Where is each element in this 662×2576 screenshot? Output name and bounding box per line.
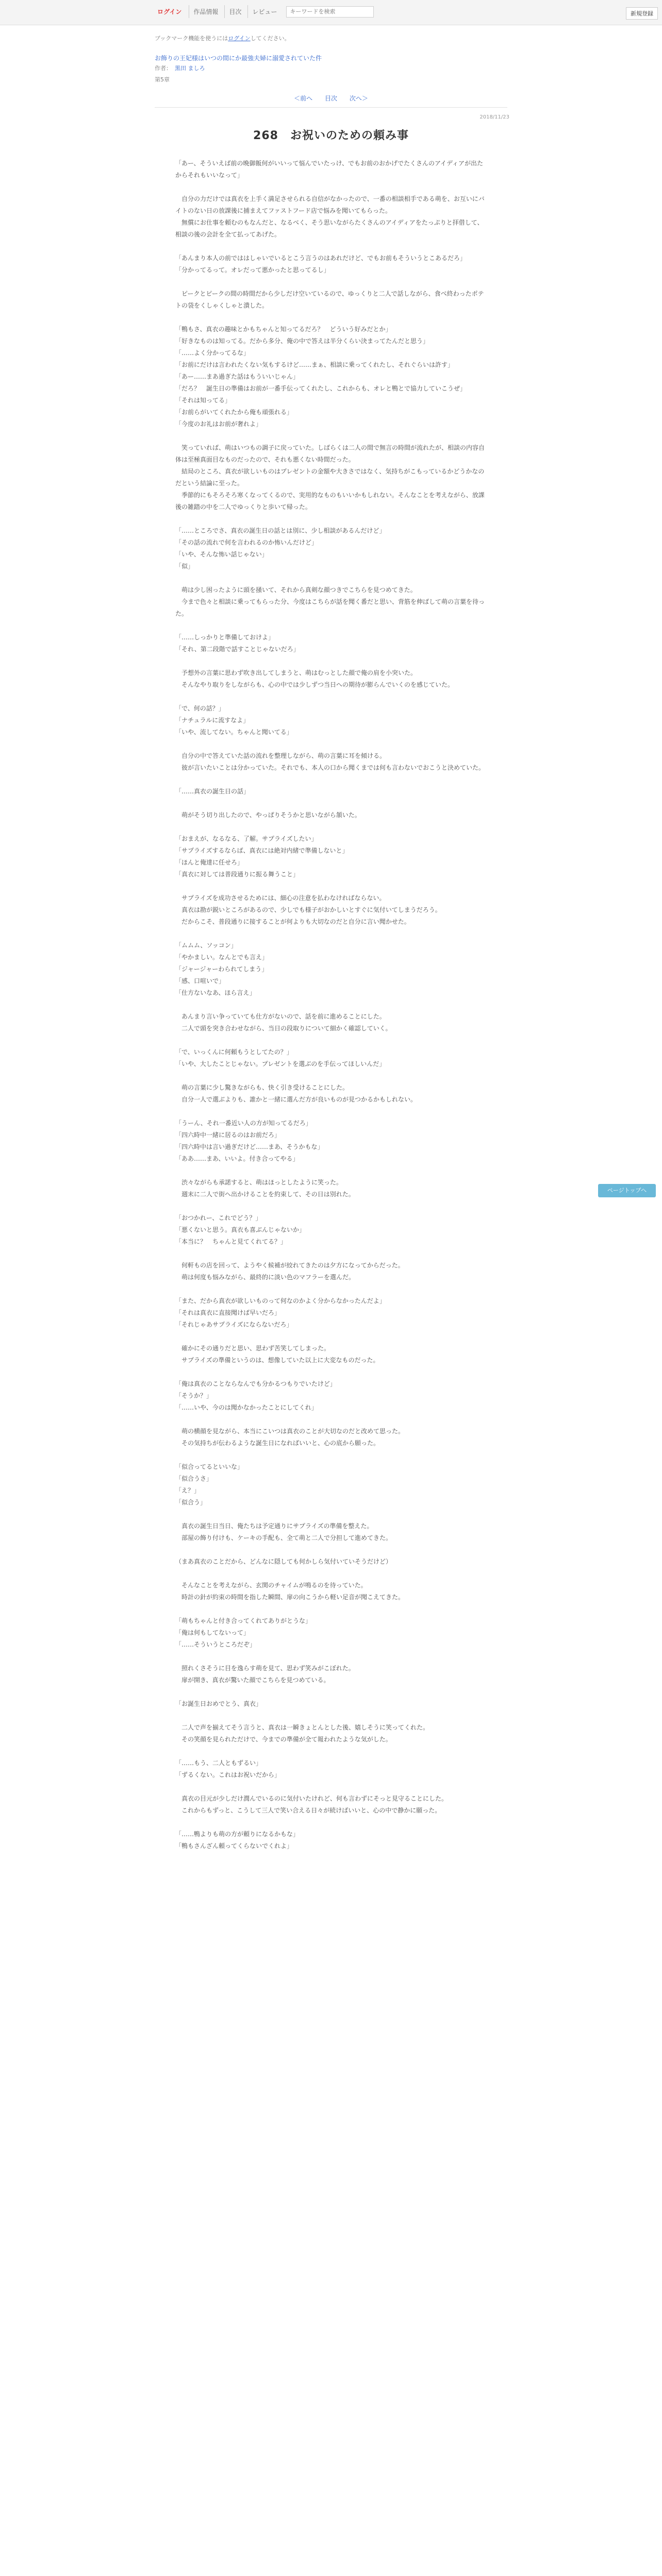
blank-line [175,1283,487,1295]
blank-line [175,1745,487,1757]
body-paragraph: これからもずっと、こうして三人で笑い合える日々が続けばいいと、心の中で静かに願った。 [175,1807,441,1814]
chapter-body [175,158,487,1852]
body-paragraph: 「仕方ないなあ、ほら言え」 [175,989,256,996]
blank-line [175,572,487,584]
blank-line [175,1603,487,1615]
blank-line [175,1710,487,1722]
author-label: 作者： [155,65,172,72]
body-paragraph: 「それは真衣に直接聞けば早いだろ」 [175,1309,281,1316]
body-paragraph: 「鴨もさ、真衣の趣味とかもちゃんと知ってるだろ？ どういう好みだとか」 [175,326,392,333]
body-paragraph: 照れくさそうに目を逸らす萌を見て、思わず笑みがこぼれた。 [175,1665,355,1672]
body-paragraph: 「だろ？ 誕生日の準備はお前が一番手伝ってくれたし、これからも、オレと鴨とで協力していこうぜ」 [175,385,467,392]
register-button[interactable]: 新規登録 [626,7,658,20]
body-paragraph: （まあ真衣のことだから、どんなに隠しても何かしら気付いていそうだけど） [175,1558,392,1565]
body-paragraph: 「いや、流してない。ちゃんと聞いてる」 [175,728,293,736]
body-paragraph: 自分の力だけでは真衣を上手く満足させられる自信がなかったので、一番の相談相手である萌を、お互いにバイトのない日の放課後に捕まえてファストフード店で悩みを聞いてもらった。 [175,195,485,214]
nav-toc[interactable]: 目次 [224,5,245,18]
body-paragraph: 真衣は勘が鋭いところがあるので、少しでも様子がおかしいとすぐに気付いてしまうだろう。 [175,906,441,913]
body-paragraph: 自分一人で選ぶよりも、誰かと一緒に選んだ方が良いものが見つかるかもしれない。 [175,1096,417,1103]
body-paragraph: その笑顔を見られただけで、今までの準備が全て報われたような気がした。 [175,1736,392,1743]
body-paragraph: 「あー、そういえば前の晩御飯何がいいって悩んでいたっけ、でもお前のおかげでたくさんのアイディアが出たからそれもいいなって」 [175,160,484,179]
body-paragraph: 「お前にだけは言われたくない気もするけど……まぁ、相談に乗ってくれたし、それぐらいは許す」 [175,361,454,368]
body-paragraph: 予想外の言葉に思わず吹き出してしまうと、萌はむっとした顔で俺の肩を小突いた。 [175,669,417,676]
body-paragraph: 「本当に？ ちゃんと見てくれてる？」 [175,1238,287,1245]
blank-line [175,620,487,632]
blank-line [175,655,487,667]
body-paragraph: 「似合う」 [175,1499,207,1506]
body-paragraph: ピークとピークの間の時間だから少しだけ空いているので、ゆっくりと二人で話しながら、食べ終わったポテトの袋をくしゃくしゃと潰した。 [175,290,484,309]
body-paragraph: 「……鴨よりも萌の方が頼りになるかもな」 [175,1831,300,1838]
blank-line [175,1165,487,1177]
pager-top [0,94,662,103]
body-paragraph: 「いや、大したことじゃない。プレゼントを選ぶのを手伝ってほしいんだ」 [175,1060,386,1067]
body-paragraph: 二人で頭を突き合わせながら、当日の段取りについて細かく確認していく。 [175,1025,392,1032]
blank-line [175,1248,487,1260]
blank-line [175,999,487,1011]
body-paragraph: 「四六時中は言い過ぎだけど……まあ、そうかもな」 [175,1143,324,1150]
body-paragraph: 「……いや、今のは聞かなかったことにしてくれ」 [175,1404,318,1411]
blank-line [175,1781,487,1793]
body-paragraph: 「いや、そんな怖い話じゃない」 [175,551,268,558]
body-paragraph: 「そうか？」 [175,1392,213,1399]
author-link[interactable]: 黒田 ましろ [175,65,205,72]
body-paragraph: 萌は少し困ったように頭を掻いて、それから真剣な顔つきでこちらを見つめてきた。 [175,586,417,594]
blank-line [175,928,487,940]
body-paragraph: 「ムムム、ソッコン」 [175,942,237,949]
notice-suffix: してください。 [250,35,290,42]
top-bar-nav [152,5,374,18]
body-paragraph: 「ジャージャーわられてしまう」 [175,965,268,973]
body-paragraph: 「似合うさ」 [175,1475,213,1482]
blank-line [175,1200,487,1212]
body-paragraph: 「真衣に対しては普段通りに振る舞うこと」 [175,871,300,878]
series-label: 第5章 [155,76,170,83]
body-paragraph: 「萌もちゃんと付き合ってくれてありがとうな」 [175,1617,312,1624]
body-paragraph: 「似」 [175,563,194,570]
body-paragraph: 「おつかれー、これでどう？」 [175,1214,262,1222]
body-paragraph: 「それじゃあサプライズにならないだろ」 [175,1321,293,1328]
body-paragraph: 「ナチュラルに流すなよ」 [175,717,250,724]
body-paragraph: 「四六時中一緒に居るのはお前だろ」 [175,1131,281,1139]
body-paragraph: 「え？」 [175,1487,201,1494]
body-paragraph: 「うーん、それ一番近い人の方が知ってるだろ」 [175,1120,312,1127]
body-paragraph: 結局のところ、真衣が欲しいものはプレゼントの金額や大きさではなく、気持ちがこもっているかどうかなのだという結論に至った。 [175,468,485,487]
body-paragraph: 週末に二人で街へ出かけることを約束して、その日は別れた。 [175,1191,355,1198]
body-paragraph: 渋々ながらも承諾すると、萌はほっとしたように笑った。 [175,1179,343,1186]
body-paragraph: 彼が言いたいことは分かっていた。それでも、本人の口から聞くまでは何も言わないでおこうと決めていた。 [175,764,485,771]
body-paragraph: 「鴨もさんざん頼ってくらないでくれよ」 [175,1842,293,1850]
body-paragraph: 「俺は何もしてないって」 [175,1629,250,1636]
body-paragraph: 「……もう、二人ともずるい」 [175,1759,262,1767]
body-paragraph: 「……そういうところだぞ」 [175,1641,256,1648]
body-paragraph: 「似合ってるといいな」 [175,1463,244,1470]
body-paragraph: 「ああ……まあ、いいよ。付き合ってやる」 [175,1155,299,1162]
body-paragraph: 「……真衣の誕生日の話」 [175,788,250,795]
body-paragraph: 「あー……まあ過ぎた話はもういいじゃん」 [175,373,300,380]
bookmark-notice [155,34,290,42]
blank-line [175,276,487,288]
blank-line [175,513,487,525]
body-paragraph: 笑っていれば、萌はいつもの調子に戻っていた。しばらくは二人の間で無言の時間が流れたが、相談の内容自体は至極真面目なものだったので、それも悪くない時間だった。 [175,444,485,463]
body-paragraph: 「あんまり本人の前でははしゃいでいるとこう言うのはあれだけど、でもお前もそういうとこあるだろ」 [175,255,467,262]
body-paragraph: サプライズの準備というのは、想像していた以上に大変なものだった。 [175,1357,379,1364]
body-paragraph: 「サプライズするならば、真衣には絶対内緒で準備しないと」 [175,847,349,854]
novel-title-link[interactable]: お飾りの王妃様はいつの間にか最強夫婦に溺愛されていた件 [155,55,322,62]
blank-line [175,1366,487,1378]
blank-line [175,798,487,809]
blank-line [175,1817,487,1828]
chapter-title: 268 お祝いのための頼み事 [253,129,409,142]
blank-line [175,738,487,750]
body-paragraph: 「やかましい。なんとでも言え」 [175,954,269,961]
body-paragraph: 「お前らがいてくれたから俺も頑張れる」 [175,409,293,416]
blank-line [175,1070,487,1082]
divider [155,107,507,108]
blank-line [175,1449,487,1461]
nav-review[interactable]: レビュー [247,5,281,18]
prev-link[interactable]: ＜前へ [294,95,313,102]
body-paragraph: 「……ところでさ、真衣の誕生日の話とは別に、少し相談があるんだけど」 [175,527,386,534]
body-paragraph: そんなやり取りをしながらも、心の中では少しずつ当日への期待が膨らんでいくのを感じていた。 [175,681,454,688]
blank-line [175,1509,487,1520]
notice-login-link[interactable]: ログイン [228,35,251,42]
login-button[interactable]: ログイン [157,8,182,15]
next-link[interactable]: 次へ＞ [349,95,368,102]
body-paragraph: 「お誕生日おめでとう、真衣」 [175,1700,262,1707]
body-paragraph: 萌がそう切り出したので、やっぱりそうかと思いながら頷いた。 [175,811,361,819]
blank-line [175,880,487,892]
body-paragraph: 「それは知ってる」 [175,397,231,404]
blank-line [175,312,487,324]
post-date: 2018/11/23 [479,114,509,120]
body-paragraph: 萌は何度も悩みながら、最終的に淡い色のマフラーを選んだ。 [175,1274,355,1281]
body-paragraph: 二人で声を揃えてそう言うと、真衣は一瞬きょとんとした後、嬉しそうに笑ってくれた。 [175,1724,429,1731]
search-input[interactable] [286,6,374,18]
body-paragraph: 「分かってるって。オレだって悪かったと思ってるし」 [175,266,330,274]
body-paragraph: 真衣の誕生日当日、俺たちは予定通りにサプライズの準備を整えた。 [175,1522,373,1530]
body-paragraph: 「……しっかりと準備しておけよ」 [175,634,275,641]
body-paragraph: 季節的にもそろそろ寒くなってくるので、実用的なものもいいかもしれない。そんなことを考えながら、放課後の雑踏の中を二人でゆっくりと歩いて帰った。 [175,492,485,511]
body-paragraph: 今まで色々と相談に乗ってもらった分、今度はこちらが話を聞く番だと思い、背筋を伸ばして萌の言葉を待った。 [175,598,485,617]
body-paragraph: 「その話の流れで何を言われるのか怖いんだけど」 [175,539,318,546]
body-paragraph: 「ほんと俺達に任せろ」 [175,859,244,866]
blank-line [175,1106,487,1117]
body-paragraph: 「感、口喧いで」 [175,977,225,985]
body-paragraph: だからこそ、普段通りに接することが何よりも大切なのだと自分に言い聞かせた。 [175,918,410,925]
body-paragraph: 「それ、第二段階で話すことじゃないだろ」 [175,646,300,653]
body-paragraph: 部屋の飾り付けも、ケーキの手配も、全て萌と二人で分担して進めてきた。 [175,1534,392,1541]
body-paragraph: 「で、何の話？」 [175,705,225,712]
notice-prefix: ブックマーク機能を使うには [155,35,228,42]
body-paragraph: 確かにその通りだと思い、思わず苦笑してしまった。 [175,1345,330,1352]
body-paragraph: そんなことを考えながら、玄関のチャイムが鳴るのを待っていた。 [175,1582,367,1589]
body-paragraph: あんまり言い争っていても仕方がないので、話を前に進めることにした。 [175,1013,386,1020]
blank-line [175,1035,487,1046]
blank-line [175,181,487,193]
blank-line [175,1544,487,1556]
body-paragraph: 無償にお仕事を頼むのもなんだと、なるべく、そう思いながらたくさんのアイディアをたっぷりと拝借して、相談の後の会計を全て払ってあげた。 [175,219,484,238]
blank-line [175,1568,487,1580]
body-paragraph: 「好きなものは知ってる。だから多分、俺の中で答えは半分くらい決まってたんだと思う」 [175,337,429,345]
body-paragraph: 「……よく分かってるな」 [175,349,250,357]
blank-line [175,774,487,786]
toc-link[interactable]: 目次 [324,95,337,102]
body-paragraph: 真衣の目元が少しだけ潤んでいるのに気付いたけれど、何も言わずにそっと見守ることにした。 [175,1795,448,1802]
body-paragraph: 「今度のお礼はお前が奢れよ」 [175,420,262,428]
nav-work-info[interactable]: 作品情報 [189,5,222,18]
body-paragraph: 「ずるくない。これはお祝いだから」 [175,1771,281,1778]
body-paragraph: 萌の言葉に少し驚きながらも、快く引き受けることにした。 [175,1084,349,1091]
blank-line [175,1651,487,1663]
body-paragraph: サプライズを成功させるためには、細心の注意を払わなければならない。 [175,894,386,902]
body-paragraph: その気持ちが伝わるような誕生日になればいいと、心の底から願った。 [175,1439,380,1447]
blank-line [175,1414,487,1426]
blank-line [175,1686,487,1698]
body-paragraph: 萌の横顔を見ながら、本当にこいつは真衣のことが大切なのだと改めて思った。 [175,1428,405,1435]
body-paragraph: 「また、だから真衣が欲しいものって何なのかよく分からなかったんだよ」 [175,1297,386,1304]
body-paragraph: 何軒もの店を回って、ようやく候補が絞れてきたのは夕方になってからだった。 [175,1262,404,1269]
blank-line [175,430,487,442]
blank-line [175,1331,487,1343]
novel-author-line [155,64,205,83]
body-paragraph: 時計の針が約束の時間を指した瞬間、扉の向こうから軽い足音が聞こえてきた。 [175,1594,405,1601]
blank-line [175,241,487,252]
blank-line [175,691,487,703]
top-bar [0,0,662,25]
body-paragraph: 「俺は真衣のことならなんでも分かるつもりでいたけど」 [175,1380,336,1387]
body-paragraph: 扉が開き、真衣が驚いた顔でこちらを見つめている。 [175,1676,330,1684]
body-paragraph: 「おまえが、なるなる、了解。サプライズしたい」 [175,835,318,842]
body-paragraph: 自分の中で答えていた話の流れを整理しながら、萌の言葉に耳を傾ける。 [175,752,386,759]
body-paragraph: 「で、いっくんに何頼もうとしてたの？」 [175,1048,293,1056]
blank-line [175,821,487,833]
body-paragraph: 「悪くないと思う。真衣も喜ぶんじゃないか」 [175,1226,306,1233]
page-top-button[interactable]: ページトップへ [598,1184,656,1197]
